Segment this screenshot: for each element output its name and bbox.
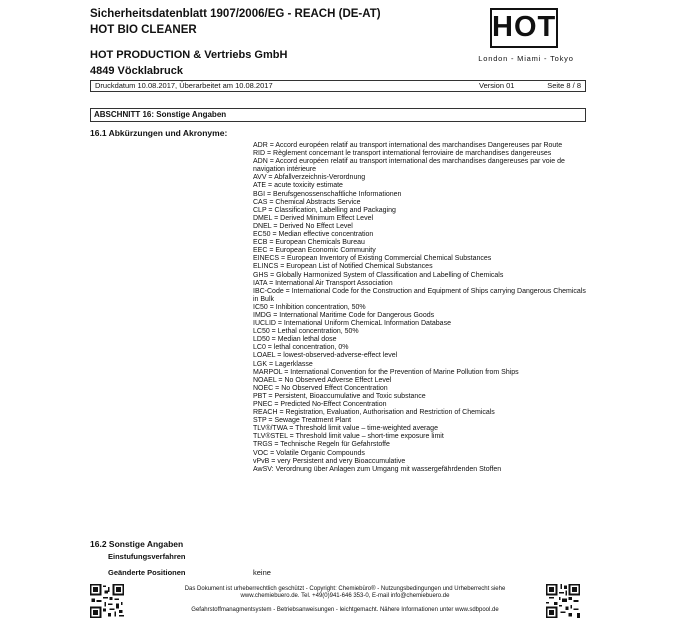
list-item: LGK = Lagerklasse	[253, 360, 313, 368]
list-item: LD50 = Median lethal dose	[253, 336, 337, 344]
list-item: EINECS = European Inventory of Existing Commercial Chemical Substances	[253, 255, 492, 263]
abbreviation-list	[253, 142, 593, 474]
list-item: NOAEL = No Observed Adverse Effect Level	[253, 376, 392, 384]
list-item: GHS = Globally Harmonized System of Classification and Labelling of Chemicals	[253, 271, 504, 279]
list-item: IMDG = International Maritime Code for Dangerous Goods	[253, 311, 435, 319]
list-item: MARPOL = International Convention for the Prevention of Marine Pollution from Ships	[253, 368, 519, 376]
hot-logo: HOT	[490, 8, 558, 48]
list-item: ADN = Accord européen relatif au transport international des marchandises dangereuses par voie de navigation intérieure	[253, 158, 565, 174]
list-item: AVV = Abfallverzeichnis-Verordnung	[253, 174, 366, 182]
logo-tagline: London - Miami - Tokyo	[478, 54, 574, 63]
list-item: IC50 = Inhibition concentration, 50%	[253, 303, 366, 311]
list-item: DMEL = Derived Minimum Effect Level	[253, 214, 374, 222]
company-name: HOT PRODUCTION & Vertriebs GmbH	[90, 49, 288, 61]
document-title: Sicherheitsdatenblatt 1907/2006/EG - REACH (DE-AT)	[90, 8, 381, 20]
system-notice: Gefahrstoffmanagmentsystem - Betriebsanweisungen - leichtgemacht. Nähere Informationen unter www.sdbpool.de	[191, 607, 499, 613]
changed-positions-value: keine	[253, 568, 271, 577]
print-dates: Druckdatum 10.08.2017, Überarbeitet am 10.08.2017	[95, 81, 273, 90]
list-item: IBC-Code = International Code for the Construction and Equipment of Ships carrying Dangerous Chemicals in Bulk	[253, 287, 586, 303]
product-name: HOT BIO CLEANER	[90, 24, 197, 36]
section-heading: ABSCHNITT 16: Sonstige Angaben	[90, 108, 586, 122]
list-item: CLP = Classification, Labelling and Packaging	[253, 206, 396, 214]
list-item: LC50 = Lethal concentration, 50%	[253, 328, 359, 336]
list-item: TLV®STEL = Threshold limit value – short-time exposure limit	[253, 433, 444, 441]
list-item: TLV®/TWA = Threshold limit value – time-weighted average	[253, 425, 438, 433]
list-item: LC0 = lethal concentration, 0%	[253, 344, 349, 352]
list-item: VOC = Volatile Organic Compounds	[253, 449, 365, 457]
list-item: ATE = acute toxicity estimate	[253, 182, 343, 190]
list-item: CAS = Chemical Abstracts Service	[253, 198, 361, 206]
list-item: NOEC = No Observed Effect Concentration	[253, 384, 388, 392]
list-item: RID = Règlement concernant le transport international ferroviaire de marchandises dangereuses	[253, 150, 552, 158]
list-item: ELINCS = European List of Notified Chemical Substances	[253, 263, 433, 271]
list-item: IUCLID = International Uniform ChemicaL Information Database	[253, 320, 451, 328]
list-item: DNEL = Derived No Effect Level	[253, 222, 353, 230]
qr-code-icon	[90, 584, 124, 618]
list-item: vPvB = very Persistent and very Bioaccumulative	[253, 457, 406, 465]
copyright-notice	[130, 586, 560, 600]
classification-procedure-label: Einstufungsverfahren	[108, 552, 186, 561]
list-item: EEC = European Economic Community	[253, 247, 376, 255]
list-item: BGI = Berufsgenossenschaftliche Informationen	[253, 190, 402, 198]
company-city: 4849 Vöcklabruck	[90, 65, 183, 77]
copyright-line: Das Dokument ist urheberrechtlich geschützt - Copyright: Chemiebüro® - Nutzungsbedingungen und Urheberrecht siehe	[184, 586, 506, 592]
page-number: Seite 8 / 8	[547, 81, 581, 90]
list-item: IATA = International Air Transport Association	[253, 279, 393, 287]
list-item: PBT = Persistent, Bioaccumulative and Toxic substance	[253, 392, 426, 400]
list-item: ADR = Accord européen relatif au transport international des marchandises Dangereuses par Route	[253, 142, 563, 149]
version-label: Version 01	[479, 81, 515, 90]
list-item: ECB = European Chemicals Bureau	[253, 239, 365, 247]
changed-positions-label: Geänderte Positionen	[108, 568, 186, 577]
print-info-bar	[90, 80, 586, 92]
list-item: AwSV: Verordnung über Anlagen zum Umgang mit wassergefährdenden Stoffen	[253, 465, 502, 473]
list-item: PNEC = Predicted No-Effect Concentration	[253, 401, 387, 408]
list-item: EC50 = Median effective concentration	[253, 231, 374, 239]
list-item: REACH = Registration, Evaluation, Authorisation and Restriction of Chemicals	[253, 409, 495, 417]
list-item: TRGS = Technische Regeln für Gefahrstoffe	[253, 441, 390, 449]
contact-line: www.chemiebuero.de. Tel. +49(0)941-646 353-0, E-mail info@chemiebuero.de	[240, 593, 450, 599]
list-item: LOAEL = lowest-observed-adverse-effect level	[253, 352, 398, 360]
list-item: STP = Sewage Treatment Plant	[253, 417, 352, 425]
subsection-16-1-title: 16.1 Abkürzungen und Akronyme:	[90, 128, 228, 138]
subsection-16-2-title: 16.2 Sonstige Angaben	[90, 539, 184, 549]
